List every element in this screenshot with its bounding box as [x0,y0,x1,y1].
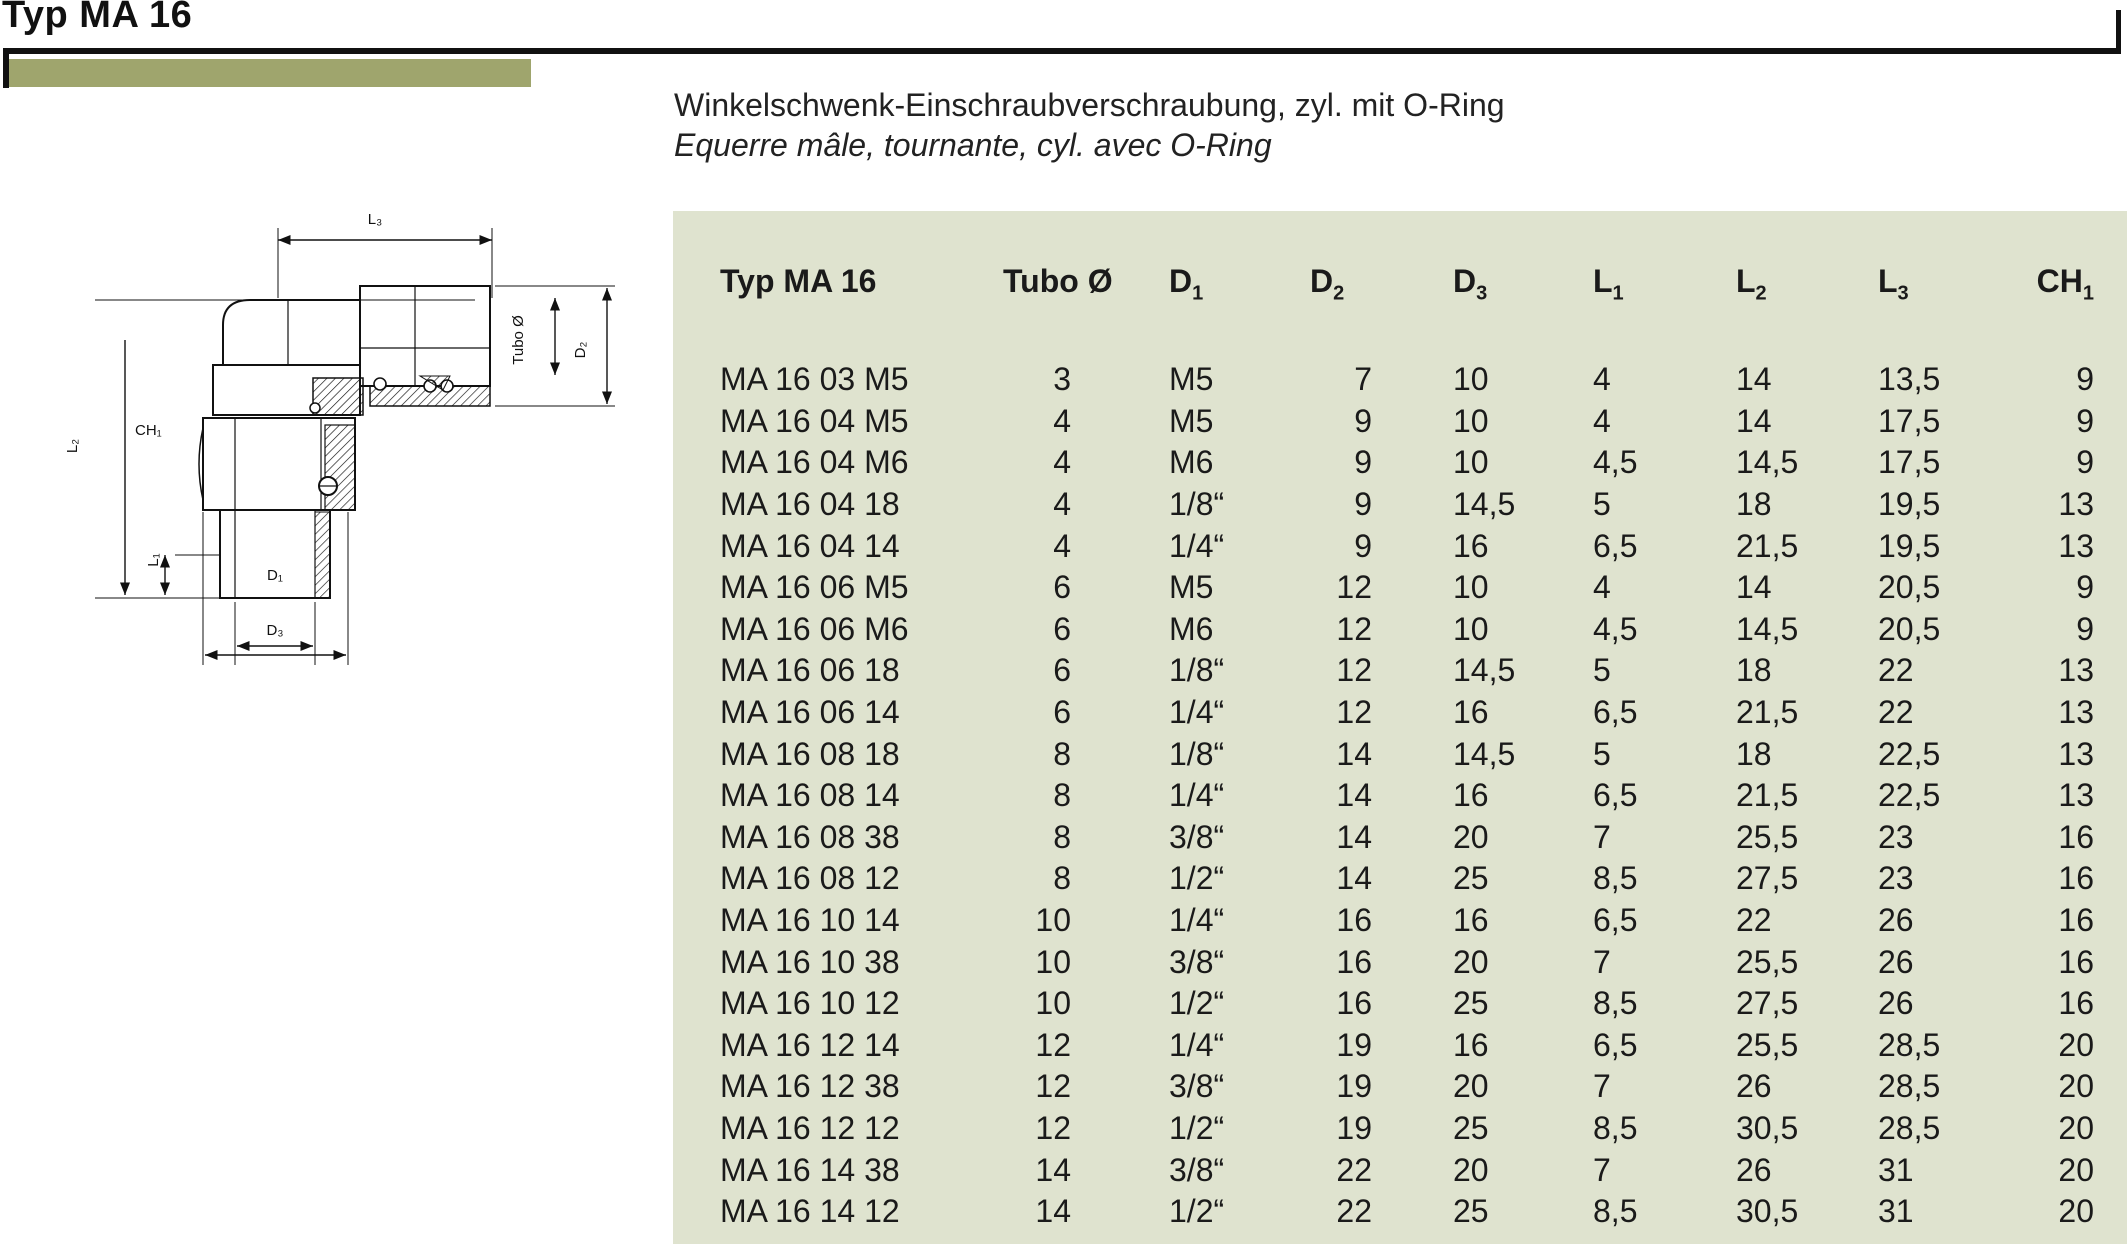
cell-l1: 4 [1593,361,1611,398]
cell-l1: 7 [1593,943,1611,980]
cell-d2: 7 [1354,361,1372,398]
cell-l2: 14 [1736,569,1772,606]
cell-l3: 20,5 [1878,610,1941,647]
spec-panel [673,211,2127,1244]
cell-d1: 1/8“ [1169,652,1225,689]
table-row [720,359,2100,401]
cell-l1: 6,5 [1593,902,1638,939]
cell-typ: MA 16 12 14 [720,1026,900,1063]
table-row [720,858,2100,900]
cell-d3: 16 [1453,777,1489,814]
cell-typ: MA 16 04 18 [720,486,900,523]
cell-ch1: 20 [2058,1151,2094,1188]
page-title: Typ MA 16 [2,0,193,36]
cell-l2: 27,5 [1736,985,1799,1022]
header-rule-right [2116,10,2121,54]
cell-l2: 21,5 [1736,527,1799,564]
cell-ch1: 13 [2058,486,2094,523]
cell-tubo: 8 [1053,818,1071,855]
cell-typ: MA 16 08 18 [720,735,900,772]
table-row [720,567,2100,609]
table-row [720,692,2100,734]
cell-d3: 25 [1453,1193,1489,1230]
cell-d1: 3/8“ [1169,1151,1225,1188]
cell-l2: 25,5 [1736,1026,1799,1063]
cell-l2: 25,5 [1736,943,1799,980]
cell-tubo: 4 [1053,527,1071,564]
cell-l3: 26 [1878,985,1914,1022]
cell-l1: 4 [1593,569,1611,606]
cell-l3: 26 [1878,902,1914,939]
cell-l1: 8,5 [1593,985,1638,1022]
header-l2: $L_2$ [1736,263,1767,305]
cell-l3: 23 [1878,818,1914,855]
cell-ch1: 9 [2076,569,2094,606]
dim-label-l3: L₃ [367,211,383,228]
cell-d3: 25 [1453,860,1489,897]
cell-l2: 14 [1736,402,1772,439]
cell-d1: M6 [1169,610,1214,647]
cell-typ: MA 16 14 12 [720,1193,900,1230]
table-row [720,525,2100,567]
cell-d2: 22 [1336,1151,1372,1188]
cell-l2: 21,5 [1736,777,1799,814]
table-row [720,1066,2100,1108]
cell-l2: 18 [1736,486,1772,523]
cell-typ: MA 16 04 M6 [720,444,909,481]
table-row [720,1108,2100,1150]
cell-d3: 20 [1453,1068,1489,1105]
table-row [720,1149,2100,1191]
table-row [720,775,2100,817]
cell-ch1: 16 [2058,985,2094,1022]
table-row [720,1025,2100,1067]
cell-l2: 21,5 [1736,694,1799,731]
cell-ch1: 9 [2076,610,2094,647]
cell-ch1: 20 [2058,1068,2094,1105]
cell-l2: 26 [1736,1151,1772,1188]
cell-d3: 10 [1453,610,1489,647]
cell-ch1: 16 [2058,818,2094,855]
cell-d3: 16 [1453,902,1489,939]
cell-d1: M6 [1169,444,1214,481]
cell-l3: 26 [1878,943,1914,980]
header-d2: $D_2$ [1310,263,1345,305]
cell-tubo: 10 [1035,943,1071,980]
cell-typ: MA 16 04 M5 [720,402,909,439]
cell-d3: 10 [1453,569,1489,606]
dim-label-d2: D₂ [572,341,589,359]
cell-d2: 14 [1336,735,1372,772]
cell-d2: 9 [1354,402,1372,439]
cell-d1: M5 [1169,361,1214,398]
cell-tubo: 6 [1053,652,1071,689]
cell-tubo: 8 [1053,777,1071,814]
cell-d2: 9 [1354,444,1372,481]
cell-l3: 22 [1878,694,1914,731]
cell-tubo: 4 [1053,486,1071,523]
technical-drawing [55,200,645,680]
cell-ch1: 13 [2058,735,2094,772]
cell-tubo: 3 [1053,361,1071,398]
dim-label-tubo: Tubo Ø [510,315,527,365]
table-row [720,817,2100,859]
cell-l3: 31 [1878,1193,1914,1230]
dim-label-d1: D₁ [267,567,283,584]
cell-d1: M5 [1169,569,1214,606]
table-row [720,900,2100,942]
table-row [720,442,2100,484]
cell-l3: 28,5 [1878,1026,1941,1063]
cell-l2: 14,5 [1736,444,1799,481]
cell-d1: 1/2“ [1169,860,1225,897]
table-header-row [720,241,2100,359]
cell-l2: 30,5 [1736,1109,1799,1146]
cell-typ: MA 16 12 38 [720,1068,900,1105]
cell-tubo: 8 [1053,860,1071,897]
cell-l2: 30,5 [1736,1193,1799,1230]
cell-d2: 19 [1336,1026,1372,1063]
cell-l1: 4,5 [1593,610,1638,647]
cell-l1: 5 [1593,652,1611,689]
cell-l2: 22 [1736,902,1772,939]
cell-ch1: 13 [2058,777,2094,814]
cell-d2: 14 [1336,818,1372,855]
cell-tubo: 4 [1053,444,1071,481]
cell-ch1: 9 [2076,361,2094,398]
cell-d1: 1/4“ [1169,1026,1225,1063]
cell-d1: 3/8“ [1169,1068,1225,1105]
cell-d2: 16 [1336,902,1372,939]
table-row [720,983,2100,1025]
cell-d3: 14,5 [1453,486,1516,523]
header-d1: $D_1$ [1169,263,1204,305]
cell-l1: 6,5 [1593,527,1638,564]
cell-d1: 3/8“ [1169,818,1225,855]
cell-d3: 10 [1453,361,1489,398]
cell-d3: 20 [1453,943,1489,980]
cell-d1: 1/8“ [1169,735,1225,772]
cell-typ: MA 16 06 M5 [720,569,909,606]
header-typ: Typ MA 16 [720,263,877,299]
cell-tubo: 14 [1035,1151,1071,1188]
cell-l1: 4 [1593,402,1611,439]
cell-l3: 20,5 [1878,569,1941,606]
cell-l3: 22,5 [1878,735,1941,772]
cell-typ: MA 16 12 12 [720,1109,900,1146]
cell-d3: 10 [1453,402,1489,439]
cell-d3: 16 [1453,1026,1489,1063]
cell-ch1: 16 [2058,943,2094,980]
cell-ch1: 20 [2058,1193,2094,1230]
table-row [720,401,2100,443]
cell-typ: MA 16 03 M5 [720,361,909,398]
cell-d1: M5 [1169,402,1214,439]
cell-d3: 20 [1453,1151,1489,1188]
cell-tubo: 10 [1035,985,1071,1022]
cell-l1: 7 [1593,818,1611,855]
header-tubo: Tubo Ø [1003,263,1113,299]
cell-ch1: 13 [2058,694,2094,731]
cell-tubo: 6 [1053,569,1071,606]
cell-d3: 20 [1453,818,1489,855]
cell-typ: MA 16 08 14 [720,777,900,814]
cell-tubo: 6 [1053,694,1071,731]
cell-typ: MA 16 06 14 [720,694,900,731]
cell-l1: 8,5 [1593,860,1638,897]
cell-ch1: 16 [2058,860,2094,897]
dim-label-ch1: CH₁ [135,422,162,439]
dim-label-l2: L₂ [64,438,81,454]
cell-l3: 22,5 [1878,777,1941,814]
cell-d2: 16 [1336,985,1372,1022]
cell-d1: 1/4“ [1169,527,1225,564]
cell-ch1: 13 [2058,652,2094,689]
cell-l1: 8,5 [1593,1193,1638,1230]
cell-d1: 1/4“ [1169,694,1225,731]
cell-d3: 16 [1453,527,1489,564]
cell-d3: 14,5 [1453,735,1516,772]
cell-l3: 17,5 [1878,444,1941,481]
header-l3: $L_3$ [1878,263,1909,305]
cell-typ: MA 16 08 12 [720,860,900,897]
table-row [720,941,2100,983]
cell-l2: 27,5 [1736,860,1799,897]
cell-l2: 18 [1736,735,1772,772]
cell-l3: 23 [1878,860,1914,897]
cell-l1: 5 [1593,486,1611,523]
cell-l1: 8,5 [1593,1109,1638,1146]
cell-d3: 25 [1453,1109,1489,1146]
cell-d2: 16 [1336,943,1372,980]
table-row [720,650,2100,692]
cell-tubo: 12 [1035,1068,1071,1105]
cell-l3: 19,5 [1878,486,1941,523]
cell-tubo: 12 [1035,1026,1071,1063]
table-body [720,359,2100,1232]
cell-typ: MA 16 14 38 [720,1151,900,1188]
table-row [720,609,2100,651]
cell-d3: 25 [1453,985,1489,1022]
cell-l2: 25,5 [1736,818,1799,855]
cell-tubo: 4 [1053,402,1071,439]
cell-l3: 19,5 [1878,527,1941,564]
cell-typ: MA 16 10 38 [720,943,900,980]
cell-d2: 19 [1336,1068,1372,1105]
cell-d2: 19 [1336,1109,1372,1146]
table-row [720,484,2100,526]
cell-l3: 28,5 [1878,1109,1941,1146]
cell-d1: 1/4“ [1169,777,1225,814]
cell-typ: MA 16 06 18 [720,652,900,689]
cell-tubo: 14 [1035,1193,1071,1230]
cell-d2: 14 [1336,777,1372,814]
cell-typ: MA 16 08 38 [720,818,900,855]
cell-d1: 1/4“ [1169,902,1225,939]
cell-l1: 5 [1593,735,1611,772]
cell-d2: 22 [1336,1193,1372,1230]
cell-d1: 1/2“ [1169,1193,1225,1230]
cell-l2: 14 [1736,361,1772,398]
spec-table [720,241,2100,1232]
dim-label-d3: D₃ [266,622,284,639]
cell-d2: 9 [1354,527,1372,564]
cell-d2: 14 [1336,860,1372,897]
cell-l1: 6,5 [1593,694,1638,731]
cell-d2: 12 [1336,652,1372,689]
cell-d2: 12 [1336,694,1372,731]
cell-l3: 22 [1878,652,1914,689]
cell-l2: 18 [1736,652,1772,689]
cell-l1: 7 [1593,1068,1611,1105]
cell-ch1: 9 [2076,444,2094,481]
subtitle-french: Equerre mâle, tournante, cyl. avec O-Ring [674,127,1272,163]
cell-l2: 26 [1736,1068,1772,1105]
cell-ch1: 20 [2058,1026,2094,1063]
subtitle-german: Winkelschwenk-Einschraubverschraubung, zyl. mit O-Ring [674,87,1505,123]
cell-d1: 1/2“ [1169,985,1225,1022]
header-l1: $L_1$ [1593,263,1624,305]
cell-l1: 6,5 [1593,1026,1638,1063]
header-rule [3,48,2121,54]
cell-l3: 17,5 [1878,402,1941,439]
cell-ch1: 13 [2058,527,2094,564]
cell-l2: 14,5 [1736,610,1799,647]
cell-d1: 1/8“ [1169,486,1225,523]
table-row [720,1191,2100,1233]
cell-l1: 7 [1593,1151,1611,1188]
header-d3: $D_3$ [1453,263,1488,305]
cell-d1: 3/8“ [1169,943,1225,980]
cell-typ: MA 16 10 14 [720,902,900,939]
cell-l1: 6,5 [1593,777,1638,814]
cell-d2: 9 [1354,486,1372,523]
cell-tubo: 8 [1053,735,1071,772]
dim-label-l1: L₁ [145,553,162,567]
cell-d2: 12 [1336,610,1372,647]
cell-l3: 28,5 [1878,1068,1941,1105]
cell-tubo: 6 [1053,610,1071,647]
cell-d2: 12 [1336,569,1372,606]
cell-d1: 1/2“ [1169,1109,1225,1146]
cell-typ: MA 16 10 12 [720,985,900,1022]
table-row [720,733,2100,775]
cell-tubo: 10 [1035,902,1071,939]
cell-ch1: 20 [2058,1109,2094,1146]
cell-tubo: 12 [1035,1109,1071,1146]
cell-l3: 13,5 [1878,361,1941,398]
cell-d3: 14,5 [1453,652,1516,689]
cell-ch1: 16 [2058,902,2094,939]
cell-typ: MA 16 04 14 [720,527,900,564]
header-ch1: $CH_1$ [2036,263,2094,305]
cell-d3: 10 [1453,444,1489,481]
cell-l1: 4,5 [1593,444,1638,481]
accent-band [9,59,531,87]
cell-l3: 31 [1878,1151,1914,1188]
cell-ch1: 9 [2076,402,2094,439]
cell-d3: 16 [1453,694,1489,731]
cell-typ: MA 16 06 M6 [720,610,909,647]
